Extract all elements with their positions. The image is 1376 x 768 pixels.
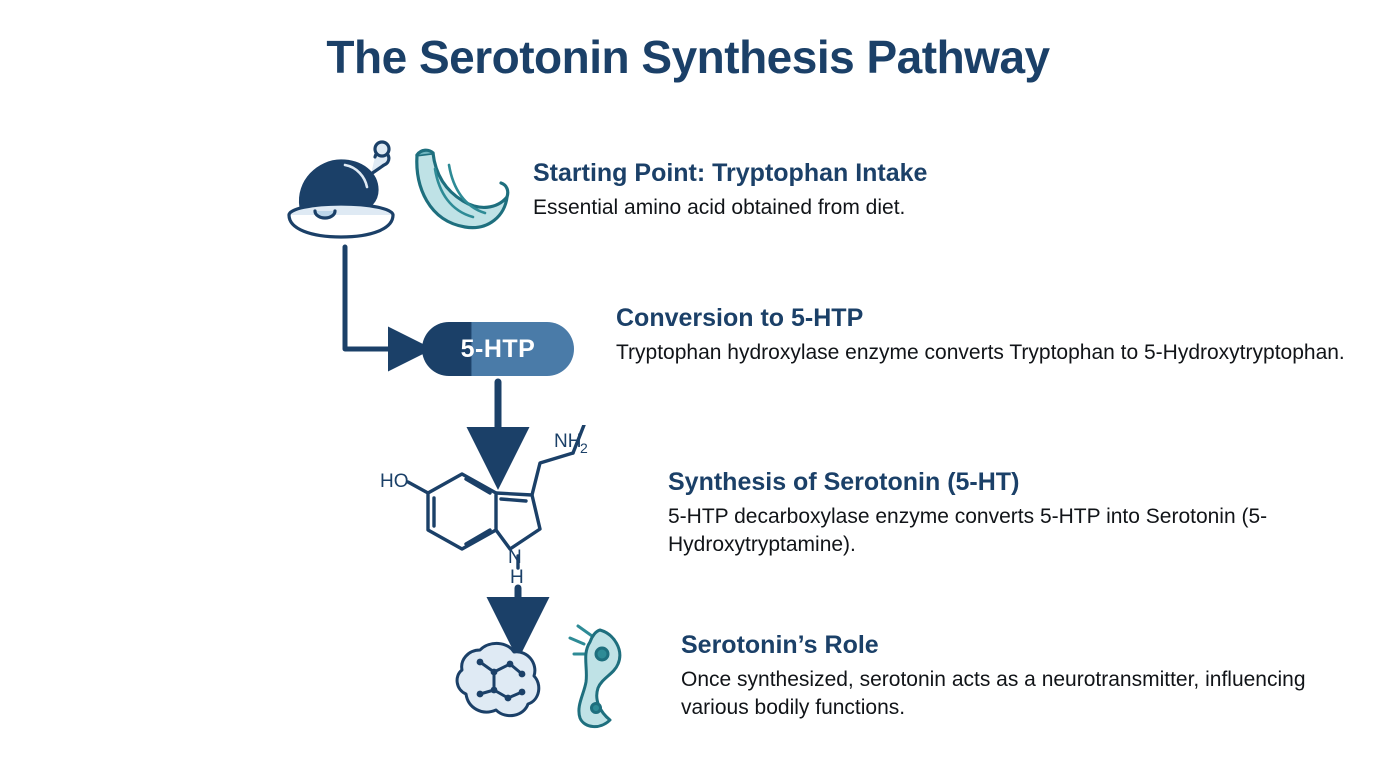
step-heading: Serotonin’s Role — [681, 631, 879, 659]
step-block-conversion-5htp — [616, 303, 1345, 367]
molecule-label-nitrogen: N — [508, 547, 522, 568]
food-plate-banana-icon — [283, 135, 513, 250]
step-body: Once synthesized, serotonin acts as a neurotransmitter, influencing various bodily functions. — [681, 668, 1306, 719]
molecule-label-amine-subscript: 2 — [580, 440, 588, 456]
step-block-serotonin-role — [681, 630, 1376, 721]
brain-neuron-icon — [450, 620, 640, 740]
step-heading: Conversion to 5-HTP — [616, 304, 864, 332]
step-body: Tryptophan hydroxylase enzyme converts Tryptophan to 5-Hydroxytryptophan. — [616, 341, 1345, 364]
page-title: The Serotonin Synthesis Pathway — [326, 31, 1050, 83]
step-body: Essential amino acid obtained from diet. — [533, 196, 906, 219]
serotonin-molecule-icon — [370, 425, 650, 595]
step-heading: Starting Point: Tryptophan Intake — [533, 159, 928, 187]
step-block-synthesis-serotonin — [668, 467, 1376, 558]
molecule-label-hydroxyl: HO — [380, 471, 409, 492]
step-heading: Synthesis of Serotonin (5-HT) — [668, 468, 1020, 496]
5htp-pill-icon — [422, 322, 574, 376]
molecule-label-nitrogen-h: H — [510, 567, 524, 588]
step-body: 5-HTP decarboxylase enzyme converts 5-HTP into Serotonin (5-Hydroxytryptamine). — [668, 505, 1268, 556]
molecule-label-amine: NH — [554, 431, 582, 452]
5htp-pill-label: 5-HTP — [422, 322, 574, 376]
step-block-tryptophan-intake — [533, 158, 927, 222]
